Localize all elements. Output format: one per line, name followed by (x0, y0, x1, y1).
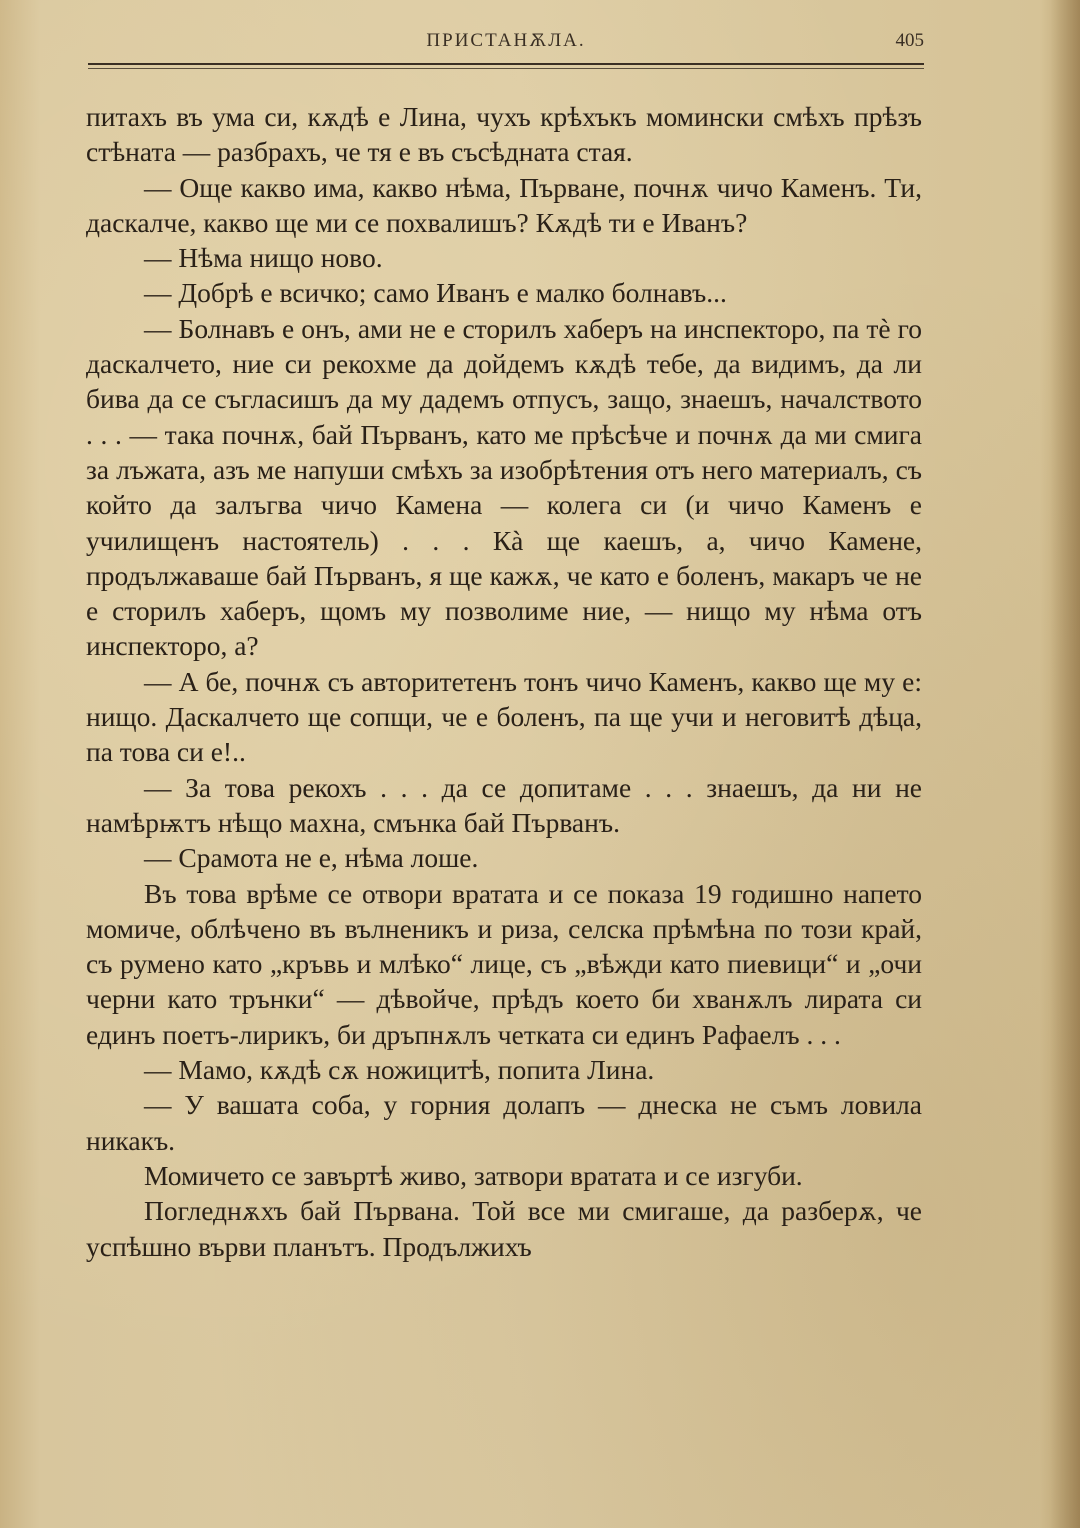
paragraph: — У вашата соба, у горния долапъ — днеска не съмъ ловила никакъ. (86, 1089, 922, 1156)
paragraph: — А бе, почнѫ съ авторитетенъ тонъ чичо Каменъ, какво ще му е: нищо. Даскалчето ще сопщи, че е боленъ, па ще учи и неговитѣ дѣца, па това си е!.. (86, 665, 922, 768)
paragraph: Погледнѫхъ бай Първана. Той все ми смигаше, да разберѫ, че успѣшно върви планътъ. Продължихъ (86, 1195, 922, 1262)
body-text (86, 99, 922, 1264)
page-gutter-shadow (1050, 0, 1080, 1528)
paragraph: — Срамота не е, нѣма лоше. (144, 842, 479, 874)
running-title: ПРИСТАНѪЛА. (426, 30, 586, 51)
paragraph: — Мамо, кѫдѣ сѫ ножицитѣ, попита Лина. (144, 1054, 655, 1086)
paragraph: Въ това врѣме се отвори вратата и се показа 19 годишно напето момиче, облѣчено въ вълненикъ и риза, селска прѣмѣна по този край, съ румено като „кръвь и млѣко“ лице, съ „вѣжди като пиевици“ и „очи черни като трънки“ — дѣвойче, прѣдъ което би хванѫлъ лирата си единъ поетъ-лирикъ, би дръпнѫлъ четката си единъ Рафаелъ . . . (86, 877, 922, 1050)
paragraph: — Нѣма нищо ново. (144, 242, 383, 274)
header-rule-thin (88, 68, 924, 69)
paragraph: — Още какво има, какво нѣма, Първане, почнѫ чичо Каменъ. Ти, даскалче, какво ще ми се похвалишъ? Кѫдѣ ти е Иванъ? (86, 171, 922, 238)
paragraph: питахъ въ ума си, кѫдѣ е Лина, чухъ крѣхъкъ момински смѣхъ прѣзъ стѣната — разбрахъ, че тя е въ съсѣдната стая. (86, 101, 922, 168)
paragraph: — За това рекохъ . . . да се допитаме . . . знаешъ, да ни не намѣрѭтъ нѣщо махна, смънка бай Първанъ. (86, 771, 922, 838)
paragraph: — Болнавъ е онъ, ами не е сторилъ хаберъ на инспекторо, па тѐ го даскалчето, ние си рекохме да дойдемъ кѫдѣ тебе, да видимъ, да ли бива да се съгласишъ да му дадемъ отпусъ, защо, знаешъ, началството . . . — така почнѫ, бай Първанъ, като ме прѣсѣче и почнѫ да ми смига за лъжата, азъ ме напуши смѣхъ за изобрѣтения отъ него материалъ, съ който да залъгва чичо Камена — колега си (и чичо Каменъ е училищенъ настоятель) . . . Кà ще каешъ, а, чичо Камене, продължаваше бай Първанъ, я ще кажѫ, че като е боленъ, макаръ че не е сторилъ хаберъ, щомъ му позволиме ние, — нищо му нѣма отъ инспекторо, а? (86, 312, 922, 662)
paragraph: Момичето се завъртѣ живо, затвори вратата и се изгуби. (144, 1159, 803, 1191)
header-rule-thick (88, 63, 924, 65)
paragraph: — Добрѣ е всичко; само Иванъ е малко болнавъ... (144, 277, 727, 309)
page-number: 405 (895, 30, 924, 51)
page-header (88, 30, 924, 60)
